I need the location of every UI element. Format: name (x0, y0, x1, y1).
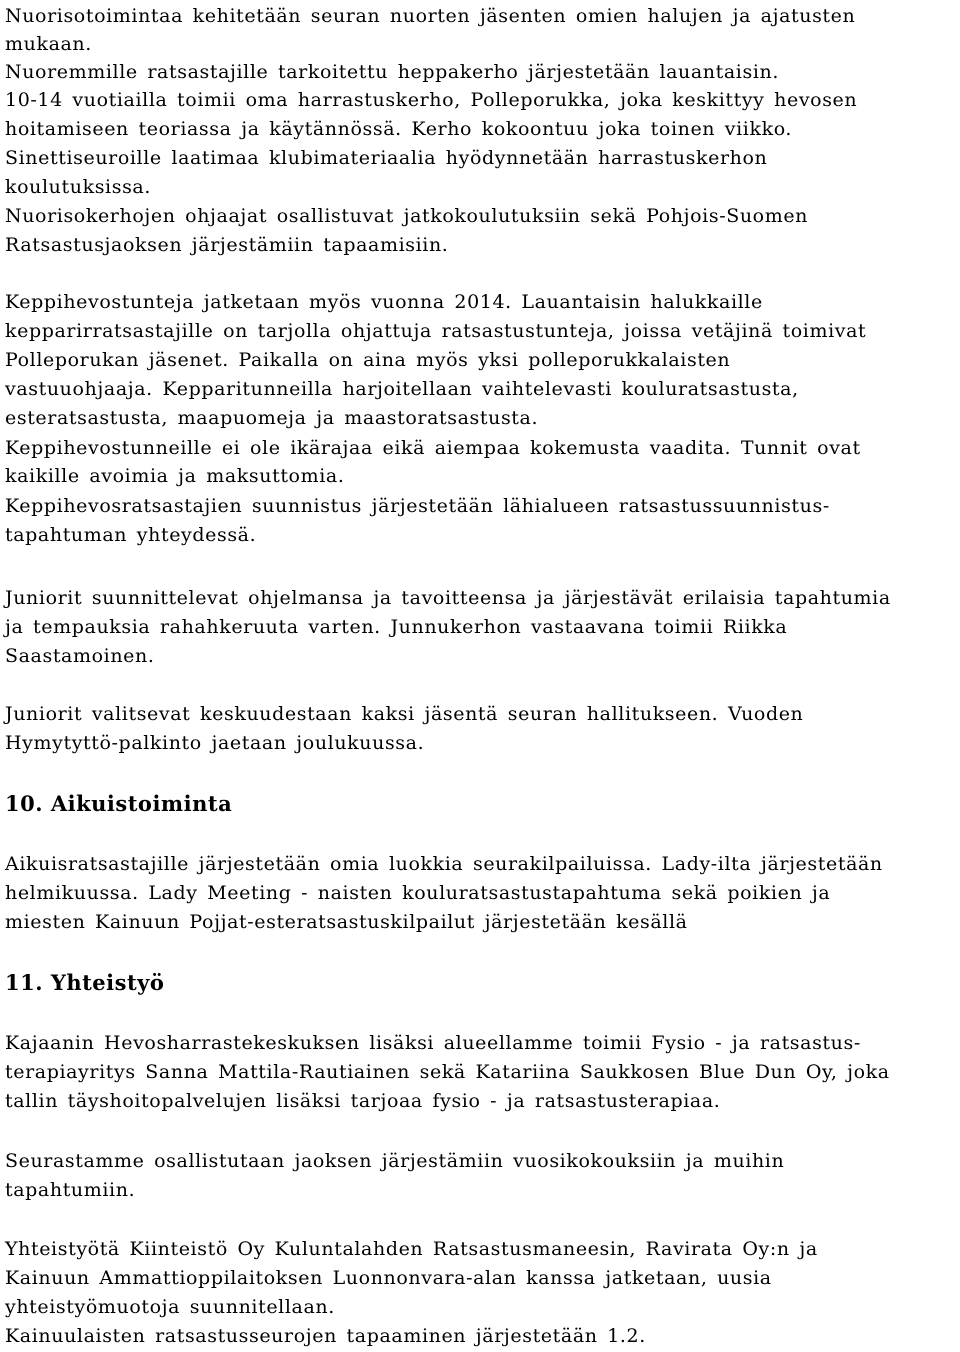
text-line: Nuoremmille ratsastajille tarkoitettu heppakerho järjestetään lauantaisin. (5, 61, 779, 83)
text-line: kaikille avoimia ja maksuttomia. (5, 465, 345, 487)
text-line: Keppihevostunteja jatketaan myös vuonna 2014. Lauantaisin halukkaille (5, 291, 763, 313)
text-line: Kajaanin Hevosharrastekeskuksen lisäksi alueellamme toimii Fysio - ja ratsastus- (5, 1032, 861, 1054)
text-line: yhteistyömuotoja suunnitellaan. (5, 1296, 335, 1318)
text-line: Keppihevostunneille ei ole ikärajaa eikä aiempaa kokemusta vaadita. Tunnit ovat (5, 437, 861, 459)
text-line: Aikuisratsastajille järjestetään omia luokkia seurakilpailuissa. Lady-ilta järjestetään (5, 853, 883, 875)
text-line: terapiayritys Sanna Mattila-Rautiainen sekä Katariina Saukkosen Blue Dun Oy, joka (5, 1061, 890, 1083)
text-line: tapahtumiin. (5, 1179, 136, 1201)
text-line: miesten Kainuun Pojjat-esteratsastuskilpailut järjestetään kesällä (5, 911, 688, 933)
text-line: Polleporukan jäsenet. Paikalla on aina myös yksi polleporukkalaisten (5, 349, 731, 371)
text-line: Seurastamme osallistutaan jaoksen järjestämiin vuosikokouksiin ja muihin (5, 1150, 785, 1172)
text-line: Yhteistyötä Kiinteistö Oy Kuluntalahden Ratsastusmaneesin, Ravirata Oy:n ja (5, 1238, 818, 1260)
text-line: Juniorit suunnittelevat ohjelmansa ja tavoitteensa ja järjestävät erilaisia tapahtumia (5, 587, 891, 609)
text-line: tapahtuman yhteydessä. (5, 524, 257, 546)
text-line: Saastamoinen. (5, 645, 155, 667)
section-heading: 10. Aikuistoiminta (5, 791, 233, 816)
text-line: Sinettiseuroille laatimaa klubimateriaalia hyödynnetään harrastuskerhon (5, 147, 768, 169)
text-line: esteratsastusta, maapuomeja ja maastoratsastusta. (5, 407, 539, 429)
text-line: kepparirratsastajille on tarjolla ohjattuja ratsastustunteja, joissa vetäjinä toimivat (5, 320, 867, 342)
text-line: tallin täyshoitopalvelujen lisäksi tarjoaa fysio - ja ratsastusterapiaa. (5, 1090, 721, 1112)
text-line: Nuorisotoimintaa kehitetään seuran nuorten jäsenten omien halujen ja ajatusten (5, 5, 856, 27)
text-line: hoitamiseen teoriassa ja käytännössä. Kerho kokoontuu joka toinen viikko. (5, 118, 793, 140)
text-line: Nuorisokerhojen ohjaajat osallistuvat jatkokoulutuksiin sekä Pohjois-Suomen (5, 205, 809, 227)
section-heading: 11. Yhteistyö (5, 970, 165, 995)
text-line: Keppihevosratsastajien suunnistus järjestetään lähialueen ratsastussuunnistus- (5, 495, 830, 517)
text-line: koulutuksissa. (5, 176, 151, 198)
text-line: Kainuulaisten ratsastusseurojen tapaaminen järjestetään 1.2. (5, 1325, 646, 1347)
text-line: Ratsastusjaoksen järjestämiin tapaamisiin. (5, 234, 449, 256)
text-line: ja tempauksia rahahkeruuta varten. Junnukerhon vastaavana toimii Riikka (5, 616, 788, 638)
text-line: 10-14 vuotiailla toimii oma harrastuskerho, Polleporukka, joka keskittyy hevosen (5, 89, 858, 111)
text-line: Juniorit valitsevat keskuudestaan kaksi jäsentä seuran hallitukseen. Vuoden (5, 703, 804, 725)
text-line: Hymytyttö-palkinto jaetaan joulukuussa. (5, 732, 425, 754)
text-line: mukaan. (5, 33, 92, 55)
text-line: vastuuohjaaja. Kepparitunneilla harjoitellaan vaihtelevasti kouluratsastusta, (5, 378, 799, 400)
text-line: helmikuussa. Lady Meeting - naisten kouluratsastustapahtuma sekä poikien ja (5, 882, 831, 904)
text-line: Kainuun Ammattioppilaitoksen Luonnonvara-alan kanssa jatketaan, uusia (5, 1267, 772, 1289)
